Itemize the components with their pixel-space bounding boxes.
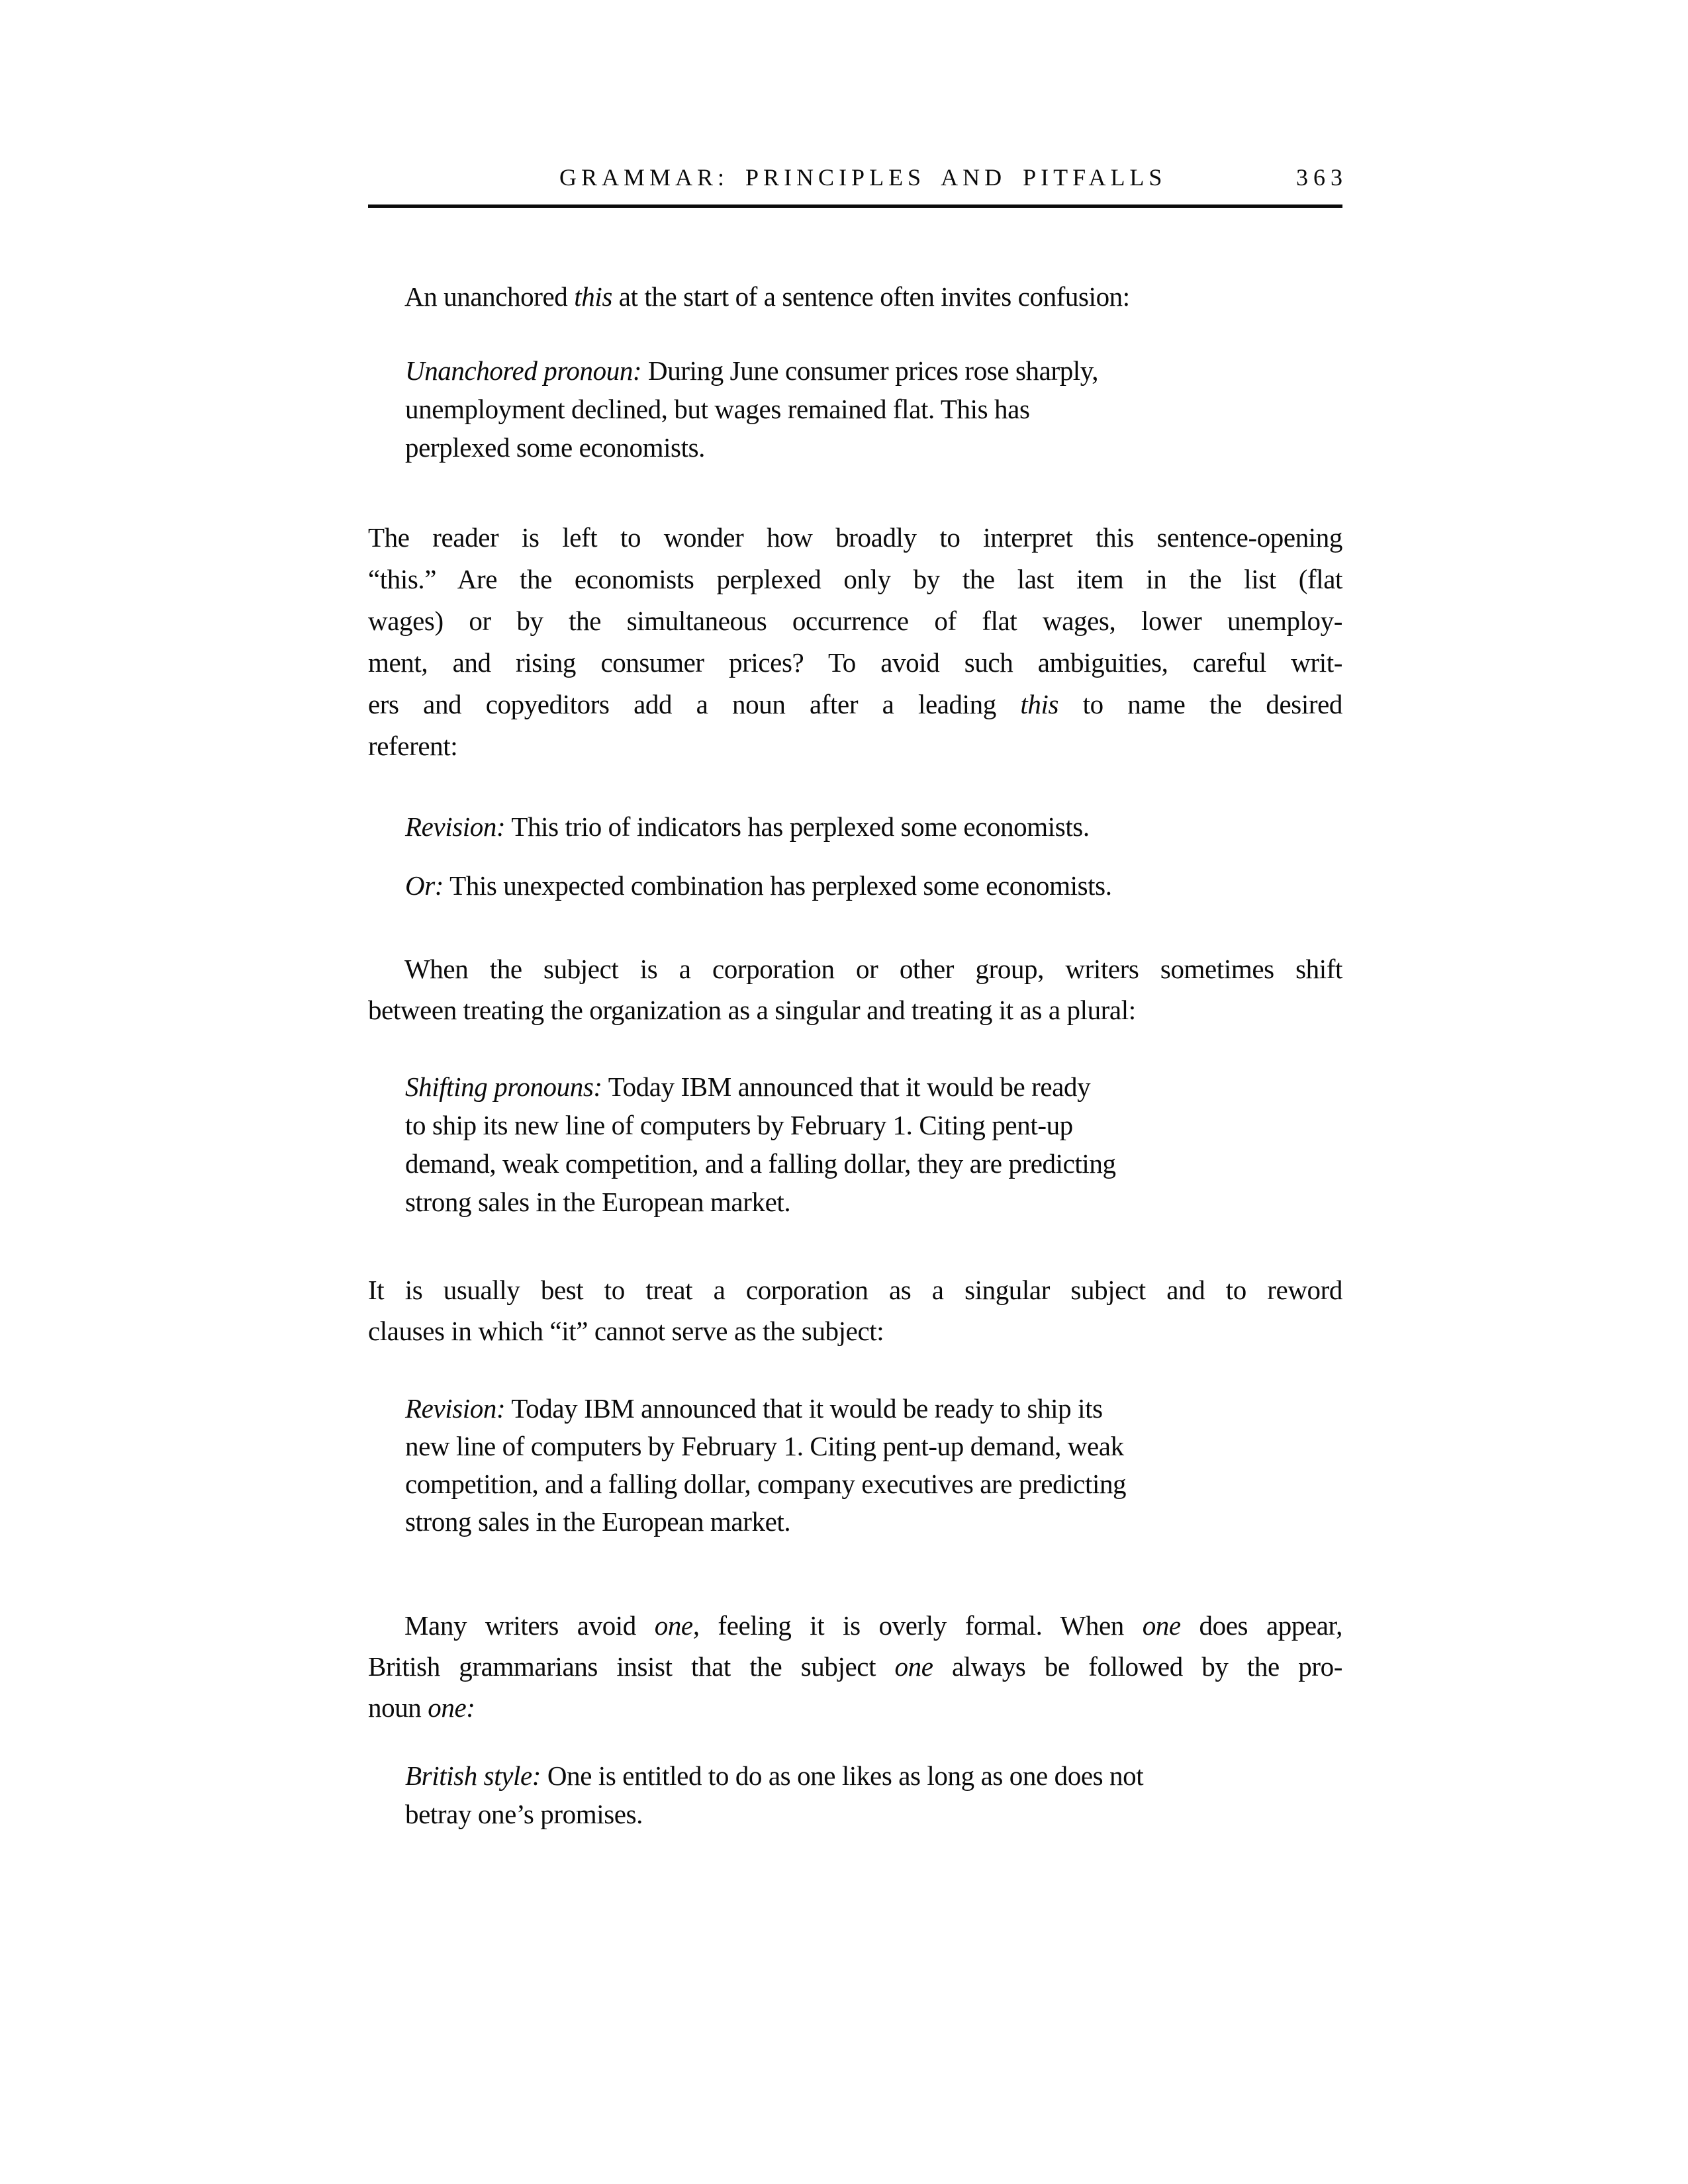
text-line: Revision: This trio of indicators has perplexed some economists. xyxy=(405,811,1090,842)
text-line: wages) or by the simultaneous occurrence of flat wages, lower unemploy- xyxy=(368,606,1342,636)
text-line: British style: One is entitled to do as one likes as long as one does not xyxy=(405,1760,1144,1791)
text-line: Revision: Today IBM announced that it would be ready to ship its xyxy=(405,1393,1103,1424)
text-line: It is usually best to treat a corporation as a singular subject and to reword xyxy=(368,1275,1342,1305)
text-line: noun one: xyxy=(368,1692,475,1723)
text-line: “this.” Are the economists perplexed only by the last item in the list (flat xyxy=(368,564,1342,594)
text-line: An unanchored this at the start of a sentence often invites confusion: xyxy=(404,281,1130,312)
running-title: GRAMMAR: PRINCIPLES AND PITFALLS xyxy=(559,164,1167,191)
text-line: Or: This unexpected combination has perplexed some economists. xyxy=(405,870,1112,901)
text-line: betray one’s promises. xyxy=(405,1799,643,1829)
text-line: British grammarians insist that the subject one always be followed by the pro- xyxy=(368,1651,1342,1682)
quote-block xyxy=(405,351,1342,467)
text-line: Shifting pronouns: Today IBM announced that it would be ready xyxy=(405,1071,1091,1102)
quote-block xyxy=(405,807,1342,846)
text-line: The reader is left to wonder how broadly to interpret this sentence-opening xyxy=(368,522,1342,553)
text-line: competition, and a falling dollar, company executives are predicting xyxy=(405,1469,1127,1499)
quote-block xyxy=(405,1756,1342,1833)
text-line: new line of computers by February 1. Citing pent-up demand, weak xyxy=(405,1431,1124,1461)
text-line: strong sales in the European market. xyxy=(405,1187,791,1217)
quote-block xyxy=(405,1390,1342,1541)
page-content xyxy=(368,0,1348,2184)
text-line: unemployment declined, but wages remained flat. This has xyxy=(405,394,1030,424)
paragraph-block xyxy=(368,276,1342,317)
paragraph-block xyxy=(368,1269,1342,1351)
page-number: 363 xyxy=(1296,164,1348,191)
text-line: Many writers avoid one, feeling it is overly formal. When one does appear, xyxy=(404,1610,1342,1641)
paragraph-block xyxy=(368,948,1342,1030)
text-line: ment, and rising consumer prices? To avoid such ambiguities, careful writ- xyxy=(368,647,1342,678)
text-line: demand, weak competition, and a falling dollar, they are predicting xyxy=(405,1148,1116,1179)
text-line: referent: xyxy=(368,731,458,761)
text-line: strong sales in the European market. xyxy=(405,1506,791,1537)
text-line: perplexed some economists. xyxy=(405,432,706,463)
paragraph-block xyxy=(368,517,1342,767)
text-line: When the subject is a corporation or other group, writers sometimes shift xyxy=(404,954,1342,984)
quote-block xyxy=(405,866,1342,905)
text-line: Unanchored pronoun: During June consumer prices rose sharply, xyxy=(405,355,1099,386)
quote-block xyxy=(405,1068,1342,1221)
header-rule xyxy=(368,205,1342,208)
text-line: to ship its new line of computers by February 1. Citing pent-up xyxy=(405,1110,1073,1140)
text-line: between treating the organization as a singular and treating it as a plural: xyxy=(368,995,1136,1025)
text-line: clauses in which “it” cannot serve as the subject: xyxy=(368,1316,884,1346)
paragraph-block xyxy=(368,1605,1342,1728)
text-line: ers and copyeditors add a noun after a leading this to name the desired xyxy=(368,689,1342,719)
